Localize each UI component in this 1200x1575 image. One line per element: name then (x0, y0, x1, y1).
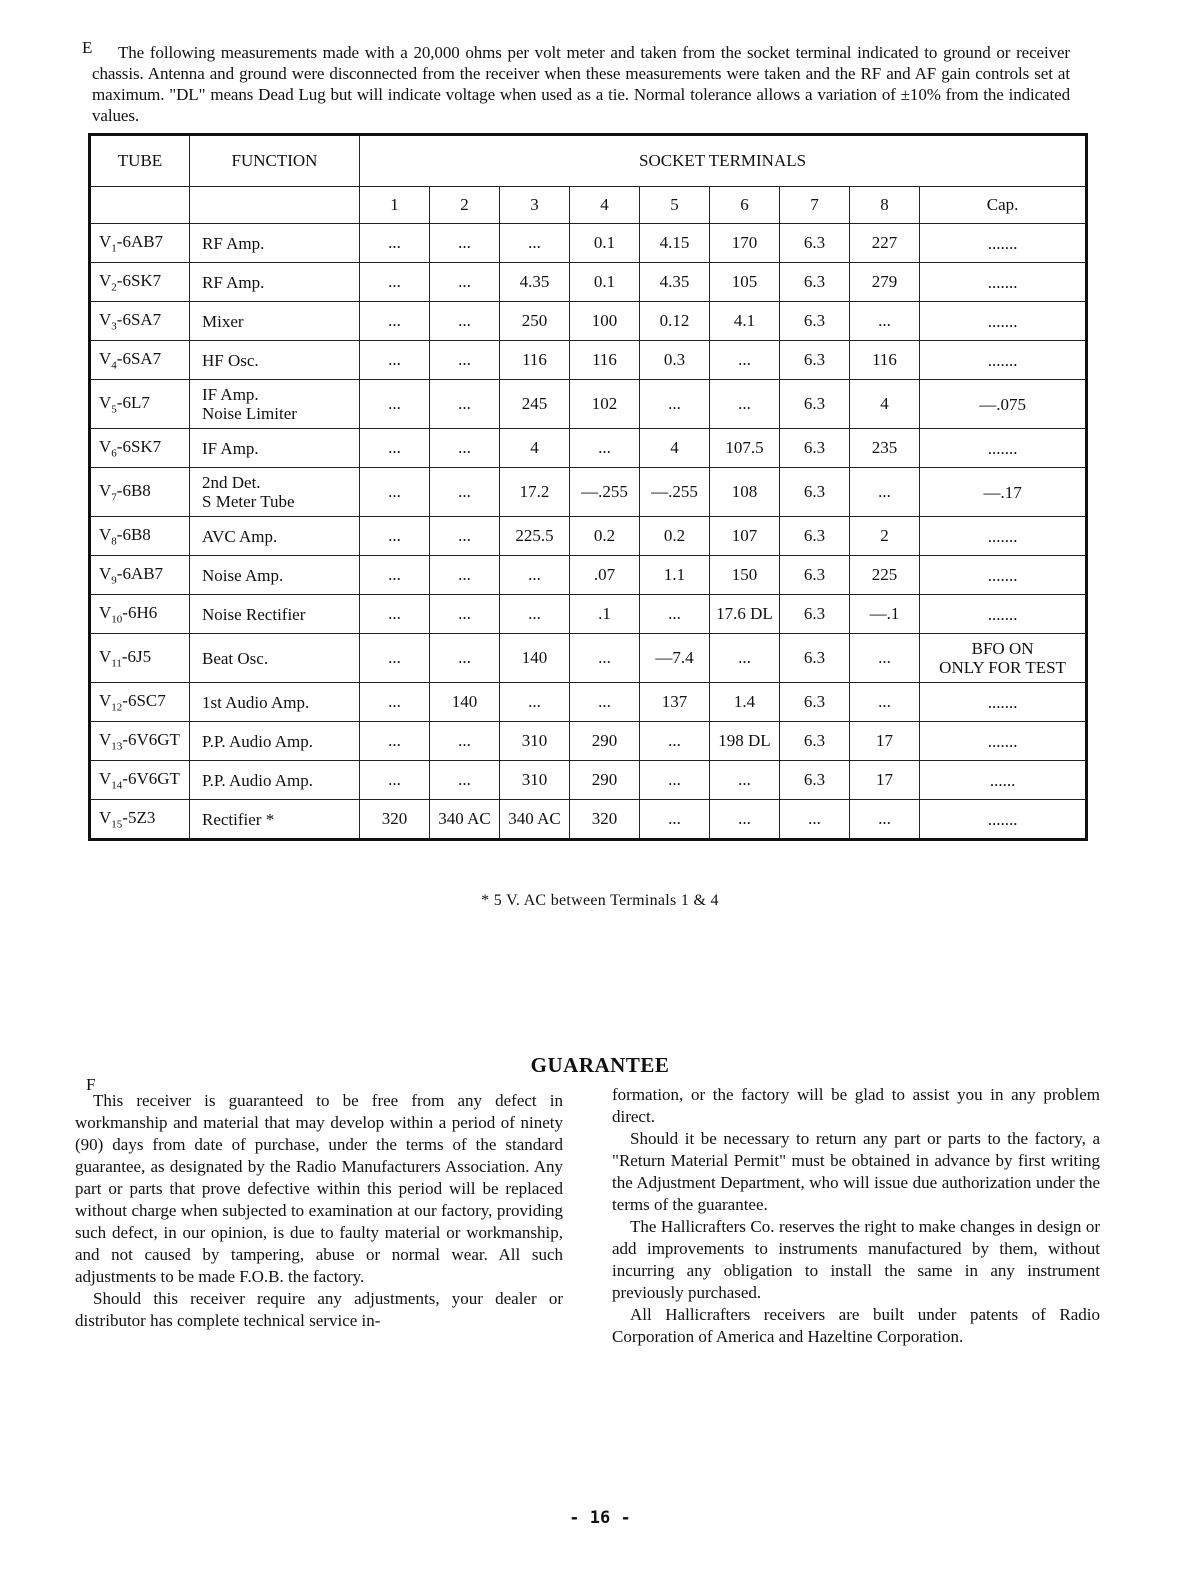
tube-cell (90, 517, 190, 556)
tube-type: -6V6GT (122, 768, 180, 788)
tube-type: -6SC7 (122, 690, 166, 710)
section-letter-e: E (82, 38, 93, 57)
cap-value-cell: ....... (920, 263, 1087, 302)
terminal-value-cell: 340 AC (500, 800, 570, 840)
tube-type: -6SA7 (116, 309, 162, 329)
terminal-value-cell: ... (360, 429, 430, 468)
function-cell (190, 224, 360, 263)
tube-cell (90, 429, 190, 468)
terminal-value-cell: 6.3 (780, 722, 850, 761)
function-cell (190, 341, 360, 380)
tube-prefix: V (99, 309, 112, 329)
function-line: 2nd Det. (202, 473, 261, 492)
tube-prefix: V (99, 231, 112, 251)
function-cell (190, 800, 360, 840)
guarantee-paragraph: Should it be necessary to return any part or parts to the factory, a "Return Material Permit" must be obtained in advance by first writing the Adjustment Department, who will issue due authorization under the terms of the guarantee. (612, 1129, 1100, 1214)
terminal-value-cell: ... (850, 468, 920, 517)
terminal-value-cell: ... (570, 683, 640, 722)
terminal-value-cell: 6.3 (780, 380, 850, 429)
function-line: S Meter Tube (202, 492, 295, 511)
blank-cell (90, 187, 190, 224)
function-cell (190, 722, 360, 761)
function-line: HF Osc. (202, 350, 259, 370)
cap-value-cell: ....... (920, 224, 1087, 263)
terminal-value-cell: 4.1 (710, 302, 780, 341)
terminal-value-cell: —.1 (850, 595, 920, 634)
tube-subscript: 11 (111, 657, 122, 670)
terminal-value-cell: 0.2 (640, 517, 710, 556)
function-cell (190, 634, 360, 683)
tube-prefix: V (99, 602, 112, 622)
cap-note-line: BFO ON (971, 639, 1034, 658)
terminal-value-cell: 6.3 (780, 595, 850, 634)
terminal-value-cell: ... (360, 263, 430, 302)
terminal-value-cell: 0.1 (570, 224, 640, 263)
table-row (90, 595, 1087, 634)
function-line: P.P. Audio Amp. (202, 770, 314, 790)
terminal-column-header: 8 (850, 187, 920, 224)
function-line: Noise Limiter (202, 404, 297, 423)
terminal-value-cell: 17 (850, 761, 920, 800)
tube-prefix: V (99, 729, 112, 749)
terminal-value-cell: 17.6 DL (710, 595, 780, 634)
terminal-value-cell: 105 (710, 263, 780, 302)
terminal-value-cell: 279 (850, 263, 920, 302)
table-row (90, 517, 1087, 556)
cap-value-cell: ....... (920, 302, 1087, 341)
terminal-value-cell: ... (500, 595, 570, 634)
tube-cell (90, 556, 190, 595)
tube-type: -6AB7 (116, 563, 164, 583)
tube-type: -6B8 (116, 480, 151, 500)
terminal-value-cell: —7.4 (640, 634, 710, 683)
cap-value-cell (920, 634, 1087, 683)
terminal-value-cell: 2 (850, 517, 920, 556)
function-cell (190, 595, 360, 634)
terminal-value-cell: ... (430, 761, 500, 800)
terminal-value-cell: 0.1 (570, 263, 640, 302)
terminal-value-cell: 1.1 (640, 556, 710, 595)
terminal-value-cell: .1 (570, 595, 640, 634)
terminal-value-cell: 107 (710, 517, 780, 556)
tube-cell (90, 341, 190, 380)
cap-value-cell: ....... (920, 341, 1087, 380)
function-cell (190, 683, 360, 722)
terminal-value-cell: 290 (570, 761, 640, 800)
terminal-value-cell: 320 (570, 800, 640, 840)
guarantee-left-column (75, 1090, 563, 1332)
terminal-value-cell: ... (430, 224, 500, 263)
tube-subscript: 9 (111, 574, 117, 587)
function-line: P.P. Audio Amp. (202, 731, 314, 751)
terminal-value-cell: 0.2 (570, 517, 640, 556)
tube-subscript: 6 (111, 447, 117, 460)
table-row (90, 800, 1087, 840)
tube-type: -6SK7 (116, 436, 162, 456)
terminal-value-cell: 245 (500, 380, 570, 429)
terminal-value-cell: ... (500, 683, 570, 722)
terminal-value-cell: ... (570, 429, 640, 468)
terminal-value-cell: ... (430, 429, 500, 468)
table-row (90, 380, 1087, 429)
terminal-value-cell: ... (430, 722, 500, 761)
tube-subscript: 4 (111, 359, 117, 372)
terminal-value-cell: 6.3 (780, 556, 850, 595)
terminal-value-cell: ... (640, 761, 710, 800)
terminal-value-cell: ... (360, 683, 430, 722)
table-row (90, 761, 1087, 800)
terminal-value-cell: ... (850, 634, 920, 683)
tube-subscript: 1 (111, 242, 117, 255)
table-row (90, 263, 1087, 302)
terminal-value-cell: 0.3 (640, 341, 710, 380)
guarantee-right-column (612, 1084, 1100, 1348)
terminal-value-cell: 4.15 (640, 224, 710, 263)
terminal-value-cell: 250 (500, 302, 570, 341)
terminal-value-cell: 137 (640, 683, 710, 722)
cap-value-cell: ....... (920, 429, 1087, 468)
function-line: IF Amp. (202, 438, 259, 458)
terminal-column-header: 2 (430, 187, 500, 224)
tube-subscript: 5 (111, 403, 117, 416)
terminal-value-cell: ... (640, 722, 710, 761)
terminal-value-cell: 235 (850, 429, 920, 468)
terminal-value-cell: ... (710, 634, 780, 683)
terminal-value-cell: 17.2 (500, 468, 570, 517)
tube-subscript: 12 (111, 701, 123, 714)
terminal-value-cell: ... (360, 556, 430, 595)
cap-note-line: ONLY FOR TEST (939, 658, 1066, 677)
terminal-value-cell: 198 DL (710, 722, 780, 761)
terminal-column-header: 3 (500, 187, 570, 224)
tube-type: -6L7 (116, 392, 150, 412)
terminal-value-cell: 140 (430, 683, 500, 722)
terminal-value-cell: 320 (360, 800, 430, 840)
tube-prefix: V (99, 807, 112, 827)
function-line: IF Amp. (202, 385, 259, 404)
blank-cell (190, 187, 360, 224)
cap-value-cell: —.075 (920, 380, 1087, 429)
tube-cell (90, 224, 190, 263)
terminal-value-cell: ... (360, 634, 430, 683)
terminal-value-cell: —.255 (640, 468, 710, 517)
tube-cell (90, 761, 190, 800)
terminal-value-cell: ... (360, 595, 430, 634)
terminal-value-cell: ... (360, 761, 430, 800)
terminal-value-cell: 6.3 (780, 468, 850, 517)
function-cell (190, 468, 360, 517)
tube-prefix: V (99, 270, 112, 290)
table-row (90, 722, 1087, 761)
guarantee-paragraph: The Hallicrafters Co. reserves the right to make changes in design or add improvements to instruments manufactured by them, without incurring any obligation to install the same in any instrument previously purchased. (612, 1217, 1100, 1302)
terminal-column-header: 5 (640, 187, 710, 224)
tube-subscript: 15 (111, 818, 123, 831)
tube-prefix: V (99, 563, 112, 583)
header-row (90, 135, 1087, 187)
table-footnote: * 5 V. AC between Terminals 1 & 4 (481, 892, 719, 909)
function-line: RF Amp. (202, 233, 265, 253)
function-line: 1st Audio Amp. (202, 692, 310, 712)
terminal-value-cell: 0.12 (640, 302, 710, 341)
function-cell (190, 517, 360, 556)
voltage-table (88, 133, 1088, 841)
tube-type: -6AB7 (116, 231, 164, 251)
tube-cell (90, 634, 190, 683)
terminal-value-cell: ... (360, 302, 430, 341)
table-row (90, 634, 1087, 683)
terminal-value-cell: 340 AC (430, 800, 500, 840)
function-line: Rectifier * (202, 809, 275, 829)
terminal-value-cell: ... (430, 380, 500, 429)
terminal-value-cell: 290 (570, 722, 640, 761)
tube-cell (90, 683, 190, 722)
tube-subscript: 2 (111, 281, 117, 294)
terminal-column-header: 7 (780, 187, 850, 224)
function-line: RF Amp. (202, 272, 265, 292)
terminal-value-cell: 6.3 (780, 224, 850, 263)
terminal-value-cell: ... (360, 468, 430, 517)
tube-cell (90, 722, 190, 761)
terminal-value-cell: 108 (710, 468, 780, 517)
cap-value-cell: ....... (920, 517, 1087, 556)
terminal-value-cell: ... (430, 595, 500, 634)
tube-subscript: 3 (111, 320, 117, 333)
tube-prefix: V (99, 348, 112, 368)
terminal-value-cell: ... (430, 263, 500, 302)
tube-prefix: V (99, 524, 112, 544)
terminal-value-cell: ... (850, 683, 920, 722)
guarantee-heading: GUARANTEE (530, 1053, 670, 1077)
section-letter-f: F (86, 1075, 96, 1094)
function-cell (190, 556, 360, 595)
tube-type: -6SA7 (116, 348, 162, 368)
terminal-value-cell: 225 (850, 556, 920, 595)
tube-subscript: 14 (111, 779, 123, 792)
terminal-value-cell: ... (710, 800, 780, 840)
tube-type: -6J5 (121, 646, 152, 666)
terminal-value-cell: ... (430, 341, 500, 380)
terminal-value-cell: ... (360, 380, 430, 429)
cap-value-cell: —.17 (920, 468, 1087, 517)
terminal-value-cell: 4.35 (500, 263, 570, 302)
function-cell (190, 380, 360, 429)
guarantee-paragraph: This receiver is guaranteed to be free from any defect in workmanship and material that may develop within a period of ninety (90) days from date of purchase, under the terms of the standard guarantee, as designated by the Radio Manufacturers Association. Any part or parts that prove defective within this period will be replaced without charge when subjected to examination at our factory, providing such defect, in our opinion, is due to faulty material or workmanship, and not caused by tampering, abuse or normal wear. All such adjustments to be made F.O.B. the factory. (75, 1091, 563, 1286)
terminal-column-header: Cap. (920, 187, 1087, 224)
function-cell (190, 263, 360, 302)
tube-cell (90, 302, 190, 341)
terminal-value-cell: 17 (850, 722, 920, 761)
terminal-value-cell: 6.3 (780, 263, 850, 302)
cap-value-cell: ....... (920, 683, 1087, 722)
cap-value-cell: ....... (920, 556, 1087, 595)
header-socket-terminals: SOCKET TERMINALS (360, 135, 1087, 187)
tube-cell (90, 800, 190, 840)
tube-cell (90, 468, 190, 517)
table-row (90, 468, 1087, 517)
terminal-value-cell: 140 (500, 634, 570, 683)
terminal-value-cell: ... (430, 468, 500, 517)
table-row (90, 683, 1087, 722)
tube-prefix: V (99, 480, 112, 500)
terminal-value-cell: 4 (850, 380, 920, 429)
terminal-value-cell: ... (570, 634, 640, 683)
tube-subscript: 10 (111, 613, 123, 626)
terminal-value-cell: ... (360, 517, 430, 556)
tube-type: -6SK7 (116, 270, 162, 290)
tube-subscript: 7 (111, 491, 117, 504)
terminal-value-cell: 170 (710, 224, 780, 263)
cap-value-cell: ....... (920, 800, 1087, 840)
terminal-value-cell: ... (500, 224, 570, 263)
terminal-value-cell: ... (780, 800, 850, 840)
terminal-value-cell: ... (710, 341, 780, 380)
tube-cell (90, 380, 190, 429)
terminal-value-cell: 4 (640, 429, 710, 468)
terminal-value-cell: 116 (570, 341, 640, 380)
terminal-value-cell: 116 (500, 341, 570, 380)
tube-cell (90, 263, 190, 302)
function-cell (190, 761, 360, 800)
terminal-value-cell: ... (710, 761, 780, 800)
terminal-value-cell: 116 (850, 341, 920, 380)
header-tube: TUBE (90, 135, 190, 187)
terminal-value-cell: 4 (500, 429, 570, 468)
terminal-value-cell: 100 (570, 302, 640, 341)
tube-type: -6V6GT (122, 729, 180, 749)
terminal-value-cell: .07 (570, 556, 640, 595)
terminal-value-cell: ... (430, 302, 500, 341)
terminal-value-cell: 225.5 (500, 517, 570, 556)
terminal-value-cell: ... (430, 517, 500, 556)
terminal-value-cell: ... (640, 595, 710, 634)
terminal-value-cell: 6.3 (780, 634, 850, 683)
cap-value-cell: ....... (920, 722, 1087, 761)
terminal-column-header: 1 (360, 187, 430, 224)
terminal-value-cell: 6.3 (780, 341, 850, 380)
guarantee-paragraph: Should this receiver require any adjustments, your dealer or distributor has complete technical service in- (75, 1289, 563, 1330)
terminal-value-cell: 6.3 (780, 302, 850, 341)
terminal-value-cell: 6.3 (780, 761, 850, 800)
terminal-value-cell: ... (360, 341, 430, 380)
terminal-column-header: 6 (710, 187, 780, 224)
guarantee-paragraph: formation, or the factory will be glad to assist you in any problem direct. (612, 1085, 1100, 1126)
terminal-value-cell: ... (360, 722, 430, 761)
terminal-value-cell: 150 (710, 556, 780, 595)
function-cell (190, 302, 360, 341)
tube-prefix: V (99, 436, 112, 456)
terminal-value-cell: —.255 (570, 468, 640, 517)
function-line: Noise Amp. (202, 565, 284, 585)
table-row (90, 556, 1087, 595)
tube-type: -5Z3 (122, 807, 156, 827)
function-cell (190, 429, 360, 468)
table-row (90, 224, 1087, 263)
terminal-column-header: 4 (570, 187, 640, 224)
tube-type: -6B8 (116, 524, 151, 544)
function-line: Mixer (202, 311, 244, 331)
terminal-value-cell: 4.35 (640, 263, 710, 302)
table-row (90, 302, 1087, 341)
tube-subscript: 13 (111, 740, 123, 753)
terminal-value-cell: 227 (850, 224, 920, 263)
terminal-value-cell: ... (430, 634, 500, 683)
terminal-value-cell: ... (360, 224, 430, 263)
terminal-value-cell: ... (500, 556, 570, 595)
terminal-value-cell: 310 (500, 722, 570, 761)
intro-text: The following measurements made with a 20,000 ohms per volt meter and taken from the socket terminal indicated to ground or receiver chassis. Antenna and ground were disconnected from the receiver when these measurements were taken and the RF and AF gain controls set at maximum. "DL" means Dead Lug but will indicate voltage when used as a tie. Normal tolerance allows a variation of ±10% from the indicated values. (92, 43, 1070, 125)
guarantee-paragraph: All Hallicrafters receivers are built under patents of Radio Corporation of America and Hazeltine Corporation. (612, 1305, 1100, 1346)
terminal-value-cell: ... (710, 380, 780, 429)
terminal-value-cell: 6.3 (780, 683, 850, 722)
terminal-number-row (90, 187, 1087, 224)
function-line: Noise Rectifier (202, 604, 306, 624)
tube-type: -6H6 (122, 602, 158, 622)
terminal-value-cell: ... (640, 800, 710, 840)
cap-value-cell: ....... (920, 595, 1087, 634)
page-number: - 16 - (569, 1508, 631, 1528)
tube-prefix: V (99, 392, 112, 412)
tube-prefix: V (99, 646, 112, 666)
terminal-value-cell: 107.5 (710, 429, 780, 468)
tube-subscript: 8 (111, 535, 117, 548)
terminal-value-cell: ... (430, 556, 500, 595)
function-line: Beat Osc. (202, 648, 269, 668)
terminal-value-cell: 102 (570, 380, 640, 429)
terminal-value-cell: ... (850, 302, 920, 341)
tube-prefix: V (99, 768, 112, 788)
terminal-value-cell: 310 (500, 761, 570, 800)
terminal-value-cell: ... (640, 380, 710, 429)
table-row (90, 429, 1087, 468)
function-line: AVC Amp. (202, 526, 278, 546)
terminal-value-cell: 1.4 (710, 683, 780, 722)
cap-value-cell: ...... (920, 761, 1087, 800)
header-function: FUNCTION (190, 135, 360, 187)
intro-paragraph (92, 42, 1070, 126)
tube-prefix: V (99, 690, 112, 710)
terminal-value-cell: 6.3 (780, 429, 850, 468)
tube-cell (90, 595, 190, 634)
terminal-value-cell: ... (850, 800, 920, 840)
table-row (90, 341, 1087, 380)
terminal-value-cell: 6.3 (780, 517, 850, 556)
